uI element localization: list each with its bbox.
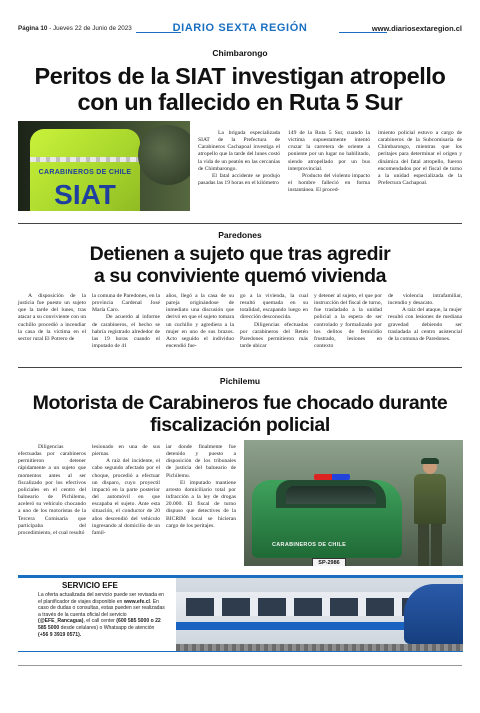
paragraph: La brigada especializada SIAT de la Prefectura de Carabineros Cachapoal investiga el atropello que la tarde del lunes costó la vida de un peatón en las cercanías de Chimbarongo. (198, 130, 281, 172)
headline-pichilemu-line1: Motorista de Carabineros fue chocado durante (32, 392, 448, 414)
efe-service-box (18, 575, 463, 652)
section-chimbarongo: Chimbarongo (212, 48, 268, 58)
divider-2 (18, 367, 462, 368)
article1-col3: imiento policial estuvo a cargo de carabineros de la Subcomisaría de Chimbarongo, mientras que los peritajes para determinar el origen y dinámica del fatal atropello, fueron encomendados por el fiscal de turno a la unidad especializada de la Prefectura Cachapoal. (378, 130, 462, 187)
article3-col2 (92, 444, 160, 537)
efe-text-c: , el call center (83, 618, 117, 625)
article2-col1: A disposición de la justicia fue puesto un sujeto que la tarde del lunes, tras atacar a su conviviente con un cuchillo procedió a incendiar la casa de la víctima en el sector rural El Potrero de (18, 293, 86, 342)
section-pichilemu: Pichilemu (219, 376, 261, 386)
article2-col2 (92, 293, 160, 350)
article2-col6 (388, 293, 462, 343)
car-siren-light (314, 474, 350, 480)
paragraph: Diligencias efectuadas por carabineros del Retén Paredones permitieron más tarde ubicar (240, 321, 308, 350)
paragraph: De acuerdo al informe de carabineros, el hecho se habría registrado alrededor de las 19 horas cuando el imputado de 41 (92, 314, 160, 350)
officer-figure (412, 460, 448, 566)
site-url-link[interactable]: www.diariosextaregion.cl (371, 24, 462, 33)
paragraph: iar donde finalmente fue detenido y puesto a disposición de los tribunales de justicia del balneario de Pichilemu. (166, 444, 236, 479)
efe-bottom-bar (18, 651, 463, 652)
photo-train (176, 578, 463, 651)
article2-col4 (240, 293, 308, 350)
officer-legs (418, 524, 442, 566)
page-header (18, 22, 462, 38)
footer-rule (18, 665, 462, 666)
efe-phones: (600 585 5000 o 22 585 5000 (38, 618, 161, 631)
officer-body (414, 474, 446, 524)
efe-handle: (@EFE_Rancagua) (38, 618, 84, 625)
article3-col1: Diligencias efectuadas por carabineros permitieron detener rápidamente a un sujeto que momentos antes al ser fiscalizado por los efectivos policiales en el centro del balneario de Pichilemu, aceleró su vehículo chocando a uno de los motoristas de la Tercera Comisaría que participaba del procedimiento, el cual resultó (18, 444, 86, 536)
paragraph: El imputado mantiene arresto domiciliario total por infracción a la ley de drogas 20.000. El fiscal de turno dispuso que detectives de la BICRIM local se hicieran cargo de los peritajes. (166, 479, 236, 529)
paragraph: El fatal accidente se produjo pasadas las 19 horas en el kilómetro (198, 172, 280, 187)
newspaper-name: DIARIO SEXTA REGIÓN (172, 22, 308, 34)
headline-pichilemu (14, 392, 466, 436)
paragraph: Producto del violento impacto el hombre falleció en forma instantánea. El proced- (288, 172, 370, 194)
paragraph: A raíz del ataque, la mujer resultó con lesiones de mediana gravedad debiendo ser trasladada al centro asistencial de la comuna de Paredones. (388, 307, 462, 342)
article2-col5: y detener al sujeto, el que por instrucción del fiscal de turno, fue trasladado a la unidad policial a la espera de ser controlado y formalizado por los delitos de femicidio frustrado, lesiones en contexto (314, 293, 382, 350)
car-window (286, 486, 376, 504)
photo-siat-vest (18, 121, 190, 211)
vest-reflective-band (30, 157, 140, 162)
efe-text-b: . En caso de dudas o consultas, estas pueden ser realizadas a través de la cuenta oficial del servicio (38, 598, 165, 618)
efe-text-a: La oferta actualizada del servicio puede ser revisada en el planificador de viajes disponible en (38, 592, 165, 605)
paragraph: go a la vivienda, la cual resultó quemada en su totalidad, escapando luego en dirección desconocida. (240, 293, 308, 321)
article3-col3 (166, 444, 236, 530)
photo-police-car (244, 440, 463, 566)
headline-paredones (14, 243, 466, 287)
headline-paredones-line2: a su conviviente quemó vivienda (93, 265, 387, 287)
divider-1 (18, 223, 462, 224)
train-nose (404, 584, 463, 644)
paragraph: A raíz del incidente, el cabo segundo afectado por el choque, procedió a efectuar un disparo, cuyo proyectil impactó en la parte posterior del automóvil en que escapaba el sujeto. Ante esta situación, el conductor de 20 años descendió del vehículo ingresando al domicilio de un famil- (92, 458, 160, 536)
paragraph: 149 de la Ruta 5 Sur, cuando la víctima supuestamente intentó cruzar la carretera de oriente a poniente por un lugar no habilitado, siendo atropellado por un bus interprovincial. (288, 130, 370, 172)
vest-shape (30, 129, 140, 211)
car-plate: SP-2986 (312, 558, 346, 566)
officer-cap (421, 458, 439, 464)
issue-date: - Jueves 22 de Junio de 2023 (47, 25, 132, 32)
car-door-text: CARABINEROS DE CHILE (272, 542, 347, 548)
headline-paredones-line1: Detienen a sujeto que tras agredir (89, 243, 391, 265)
headline-pichilemu-line2: fiscalización policial (150, 414, 330, 436)
article2-col3: años, llegó a la casa de su pareja originándose de inmediato una discusión que derivó en que el sujeto tomara un cuchillo y agrediera a la mujer en uno de sus brazos. Acto seguido el individuo encendió fue- (166, 293, 234, 350)
paragraph: la comuna de Paredones, en la provincia Cardenal José María Caro. (92, 293, 160, 314)
headline-siat-line2: con un fallecido en Ruta 5 Sur (77, 89, 403, 115)
efe-whatsapp: (+56 9 3919 0571). (38, 631, 82, 638)
vest-siat-text: SIAT (54, 179, 116, 210)
paragraph: de violencia intrafamiliar, incendio y desacato. (388, 293, 462, 307)
article1-col2 (288, 130, 370, 194)
helmet-shape (138, 125, 190, 185)
efe-text (38, 592, 166, 638)
page-number: Página 10 (18, 25, 48, 32)
train-rails (176, 644, 463, 651)
section-paredones: Paredones (218, 230, 262, 240)
headline-siat-line1: Peritos de la SIAT investigan atropello (34, 63, 446, 89)
efe-text-d: desde celulares) o Whatsapp de atención (59, 624, 155, 631)
paragraph: lesionado en una de sus piernas. (92, 444, 160, 458)
efe-url-link[interactable]: www.efe.cl (123, 598, 150, 605)
article1-col1 (198, 130, 280, 187)
headline-siat (14, 63, 466, 115)
efe-title: SERVICIO EFE (62, 581, 118, 590)
vest-label: CARABINEROS DE CHILE (38, 169, 132, 176)
